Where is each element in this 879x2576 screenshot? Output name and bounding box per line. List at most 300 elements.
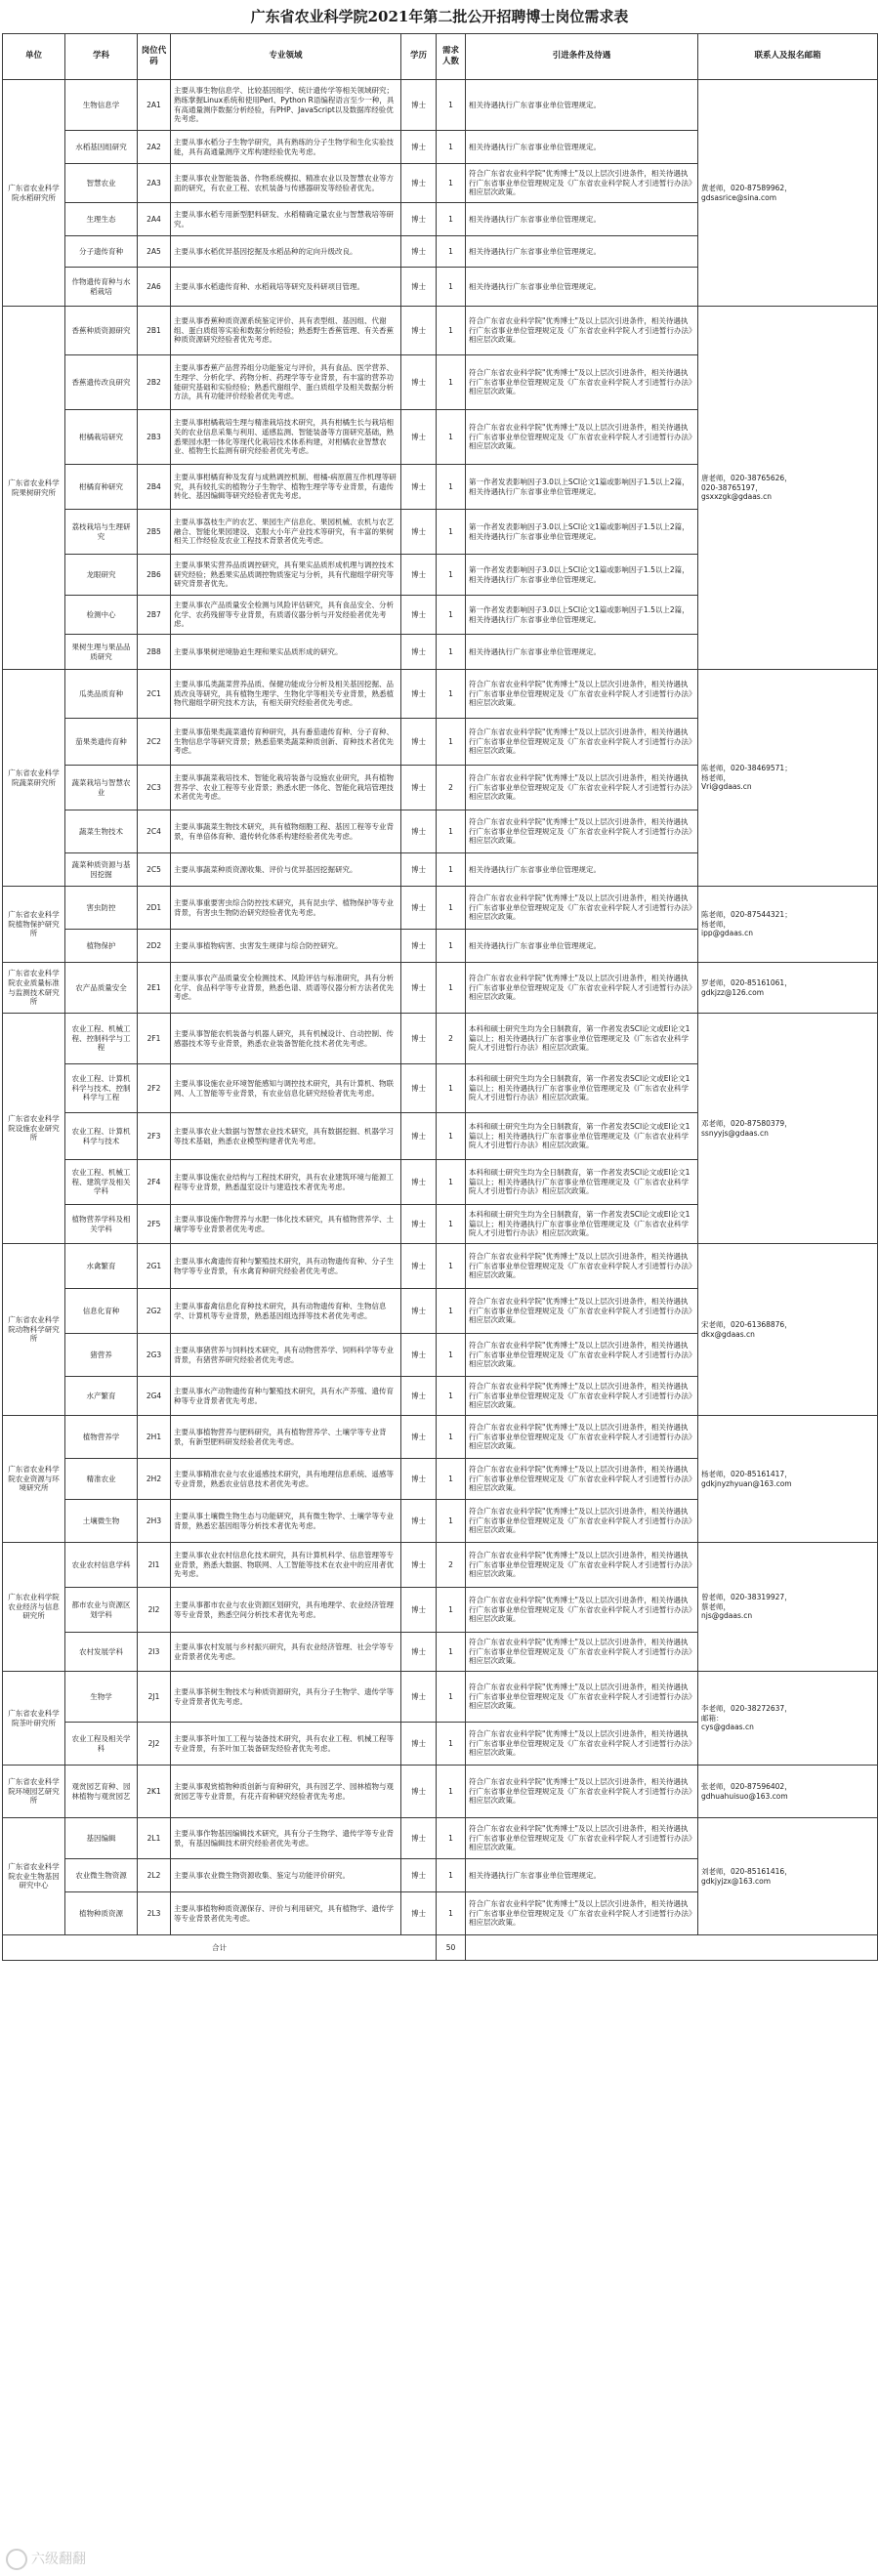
count-cell: 1	[437, 203, 466, 236]
subject-cell: 害虫防控	[65, 887, 138, 930]
unit-cell: 广东省农业科学院农业资源与环境研究所	[3, 1416, 65, 1543]
header-education: 学历	[401, 34, 437, 80]
education-cell: 博士	[401, 1818, 437, 1859]
field-cell: 主要从事农业大数据与智慧农业技术研究，具有数据挖掘、机器学习等技术基础，熟悉农业模型构建者优先考虑。	[171, 1113, 401, 1160]
code-cell: 2C5	[138, 853, 171, 887]
count-cell: 1	[437, 1416, 466, 1459]
count-cell: 1	[437, 887, 466, 930]
header-conditions: 引进条件及待遇	[466, 34, 698, 80]
field-cell: 主要从事设施农业结构与工程技术研究，具有农业建筑环境与能源工程等专业背景，熟悉温室设计与建造技术者优先考虑。	[171, 1160, 401, 1205]
header-count: 需求人数	[437, 34, 466, 80]
code-cell: 2D1	[138, 887, 171, 930]
subject-cell: 生物学	[65, 1672, 138, 1723]
subject-cell: 果树生理与果品品质研究	[65, 635, 138, 670]
code-cell: 2B1	[138, 307, 171, 355]
subject-cell: 信息化育种	[65, 1289, 138, 1334]
count-cell: 2	[437, 766, 466, 810]
code-cell: 2F4	[138, 1160, 171, 1205]
conditions-cell: 符合广东省农业科学院"优秀博士"及以上层次引进条件，相关待遇执行广东省事业单位管理规定及《广东省农业科学院人才引进暂行办法》相应层次政策。	[466, 307, 698, 355]
unit-cell: 广东省农业科学院蔬菜研究所	[3, 670, 65, 887]
conditions-cell: 符合广东省农业科学院"优秀博士"及以上层次引进条件，相关待遇执行广东省事业单位管理规定及《广东省农业科学院人才引进暂行办法》相应层次政策。	[466, 963, 698, 1014]
subject-cell: 精准农业	[65, 1459, 138, 1500]
conditions-cell: 本科和硕士研究生均为全日制教育，第一作者发表SCI论文或EI论文1篇以上；相关待遇执行广东省事业单位管理规定及《广东省农业科学院人才引进暂行办法》相应层次政策。	[466, 1014, 698, 1064]
code-cell: 2D2	[138, 930, 171, 963]
subject-cell: 猪营养	[65, 1334, 138, 1377]
education-cell: 博士	[401, 1723, 437, 1766]
education-cell: 博士	[401, 1113, 437, 1160]
code-cell: 2C4	[138, 810, 171, 853]
count-cell: 1	[437, 1205, 466, 1244]
code-cell: 2C3	[138, 766, 171, 810]
table-row	[3, 963, 878, 1014]
count-cell: 1	[437, 810, 466, 853]
education-cell: 博士	[401, 635, 437, 670]
table-footer	[3, 1935, 878, 1961]
code-cell: 2H1	[138, 1416, 171, 1459]
subject-cell: 土壤微生物	[65, 1500, 138, 1543]
unit-cell: 广东省农业科学院水稻研究所	[3, 80, 65, 307]
subject-cell: 龙眼研究	[65, 555, 138, 596]
conditions-cell: 符合广东省农业科学院"优秀博士"及以上层次引进条件，相关待遇执行广东省事业单位管理规定及《广东省农业科学院人才引进暂行办法》相应层次政策。	[466, 1244, 698, 1289]
conditions-cell: 符合广东省农业科学院"优秀博士"及以上层次引进条件，相关待遇执行广东省事业单位管理规定及《广东省农业科学院人才引进暂行办法》相应层次政策。	[466, 1459, 698, 1500]
unit-cell: 广东农业科学院农业经济与信息研究所	[3, 1543, 65, 1672]
field-cell: 主要从事蔬菜生物技术研究，具有植物细胞工程、基因工程等专业背景，有单倍体育种、遗传转化体系构建经验者优先考虑。	[171, 810, 401, 853]
education-cell: 博士	[401, 1416, 437, 1459]
conditions-cell: 相关待遇执行广东省事业单位管理规定。	[466, 930, 698, 963]
count-cell: 1	[437, 164, 466, 203]
field-cell: 主要从事设施作物营养与水肥一体化技术研究，具有植物营养学、土壤学等专业背景者优先考虑。	[171, 1205, 401, 1244]
field-cell: 主要从事重要害虫综合防控技术研究，具有昆虫学、植物保护等专业背景，有害虫生物防治研究经验者优先考虑。	[171, 887, 401, 930]
conditions-cell: 符合广东省农业科学院"优秀博士"及以上层次引进条件，相关待遇执行广东省事业单位管理规定及《广东省农业科学院人才引进暂行办法》相应层次政策。	[466, 1723, 698, 1766]
subject-cell: 水禽繁育	[65, 1244, 138, 1289]
field-cell: 主要从事猪营养与饲料技术研究，具有动物营养学、饲料科学等专业背景，有猪营养研究经验者优先考虑。	[171, 1334, 401, 1377]
education-cell: 博士	[401, 465, 437, 510]
conditions-cell: 本科和硕士研究生均为全日制教育，第一作者发表SCI论文或EI论文1篇以上；相关待遇执行广东省事业单位管理规定及《广东省农业科学院人才引进暂行办法》相应层次政策。	[466, 1205, 698, 1244]
table-row	[3, 670, 878, 719]
subject-cell: 水稻基因组研究	[65, 131, 138, 164]
count-cell: 2	[437, 1014, 466, 1064]
education-cell: 博士	[401, 1859, 437, 1892]
education-cell: 博士	[401, 1588, 437, 1633]
code-cell: 2G4	[138, 1377, 171, 1416]
count-cell: 1	[437, 1244, 466, 1289]
subject-cell: 农业农村信息学科	[65, 1543, 138, 1588]
count-cell: 1	[437, 268, 466, 307]
subject-cell: 植物营养学	[65, 1416, 138, 1459]
field-cell: 主要从事果树逆境胁迫生理和果实品质形成的研究。	[171, 635, 401, 670]
field-cell: 主要从事水稻优异基因挖掘及水稻品种的定向升级改良。	[171, 236, 401, 268]
conditions-cell: 符合广东省农业科学院"优秀博士"及以上层次引进条件，相关待遇执行广东省事业单位管理规定及《广东省农业科学院人才引进暂行办法》相应层次政策。	[466, 164, 698, 203]
table-row	[3, 1766, 878, 1818]
education-cell: 博士	[401, 131, 437, 164]
unit-cell: 广东省农业科学院农业质量标准与监测技术研究所	[3, 963, 65, 1014]
code-cell: 2B4	[138, 465, 171, 510]
code-cell: 2L2	[138, 1859, 171, 1892]
field-cell: 主要从事生物信息学、比较基因组学、统计遗传学等相关领域研究；熟练掌握Linux系统和使用Perl、Python R语编程语言至少一种，具有高通量测序数据分析经验，有PHP、JavaScript以及数据库经验优先考虑。	[171, 80, 401, 131]
education-cell: 博士	[401, 307, 437, 355]
conditions-cell: 第一作者发表影响因子3.0以上SCI论文1篇或影响因子1.5以上2篇，相关待遇执行广东省事业单位管理规定。	[466, 510, 698, 555]
code-cell: 2H3	[138, 1500, 171, 1543]
code-cell: 2B7	[138, 596, 171, 635]
count-cell: 1	[437, 1113, 466, 1160]
table-row	[3, 1543, 878, 1588]
unit-cell: 广东省农业科学院植物保护研究所	[3, 887, 65, 963]
count-cell: 1	[437, 1859, 466, 1892]
count-cell: 1	[437, 1064, 466, 1113]
education-cell: 博士	[401, 164, 437, 203]
count-cell: 1	[437, 1672, 466, 1723]
code-cell: 2G1	[138, 1244, 171, 1289]
field-cell: 主要从事农业农村信息化技术研究，具有计算机科学、信息管理等专业背景，熟悉大数据、物联网、人工智能等技术在农业中的应用者优先考虑。	[171, 1543, 401, 1588]
code-cell: 2J2	[138, 1723, 171, 1766]
conditions-cell: 相关待遇执行广东省事业单位管理规定。	[466, 236, 698, 268]
field-cell: 主要从事土壤微生物生态与功能研究，具有微生物学、土壤学等专业背景，熟悉宏基因组等分析技术者优先考虑。	[171, 1500, 401, 1543]
header-row	[3, 34, 878, 80]
conditions-cell: 符合广东省农业科学院"优秀博士"及以上层次引进条件，相关待遇执行广东省事业单位管理规定及《广东省农业科学院人才引进暂行办法》相应层次政策。	[466, 410, 698, 465]
education-cell: 博士	[401, 268, 437, 307]
code-cell: 2G2	[138, 1289, 171, 1334]
education-cell: 博士	[401, 719, 437, 766]
subject-cell: 观赏园艺育种、园林植物与观赏园艺	[65, 1766, 138, 1818]
conditions-cell: 符合广东省农业科学院"优秀博士"及以上层次引进条件，相关待遇执行广东省事业单位管理规定及《广东省农业科学院人才引进暂行办法》相应层次政策。	[466, 1588, 698, 1633]
field-cell: 主要从事茶叶加工工程与装备技术研究，具有农业工程、机械工程等专业背景，有茶叶加工装备研发经验者优先考虑。	[171, 1723, 401, 1766]
count-cell: 1	[437, 635, 466, 670]
code-cell: 2F2	[138, 1064, 171, 1113]
field-cell: 主要从事智能农机装备与机器人研究，具有机械设计、自动控制、传感器技术等专业背景，熟悉农业装备智能化技术者优先考虑。	[171, 1014, 401, 1064]
field-cell: 主要从事茶树生物技术与种质资源研究，具有分子生物学、遗传学等专业背景者优先考虑。	[171, 1672, 401, 1723]
contact-cell: 罗老师，020-85161061， gdkjzz@126.com	[698, 963, 878, 1014]
field-cell: 主要从事蔬菜栽培技术、智能化栽培装备与设施农业研究，具有植物营养学、农业工程等专业背景；熟悉水肥一体化、智能化栽培管理技术者优先考虑。	[171, 766, 401, 810]
education-cell: 博士	[401, 203, 437, 236]
count-cell: 1	[437, 930, 466, 963]
education-cell: 博士	[401, 1205, 437, 1244]
table-row	[3, 1014, 878, 1064]
conditions-cell: 符合广东省农业科学院"优秀博士"及以上层次引进条件，相关待遇执行广东省事业单位管理规定及《广东省农业科学院人才引进暂行办法》相应层次政策。	[466, 670, 698, 719]
count-cell: 1	[437, 80, 466, 131]
conditions-cell: 相关待遇执行广东省事业单位管理规定。	[466, 80, 698, 131]
subject-cell: 农产品质量安全	[65, 963, 138, 1014]
contact-cell: 刘老师，020-85161416， gdkjyjzx@163.com	[698, 1818, 878, 1935]
education-cell: 博士	[401, 930, 437, 963]
conditions-cell: 符合广东省农业科学院"优秀博士"及以上层次引进条件，相关待遇执行广东省事业单位管理规定及《广东省农业科学院人才引进暂行办法》相应层次政策。	[466, 1289, 698, 1334]
code-cell: 2L1	[138, 1818, 171, 1859]
count-cell: 1	[437, 1892, 466, 1935]
subject-cell: 生物信息学	[65, 80, 138, 131]
conditions-cell: 第一作者发表影响因子3.0以上SCI论文1篇或影响因子1.5以上2篇，相关待遇执行广东省事业单位管理规定。	[466, 596, 698, 635]
table-row	[3, 1416, 878, 1459]
conditions-cell: 符合广东省农业科学院"优秀博士"及以上层次引进条件，相关待遇执行广东省事业单位管理规定及《广东省农业科学院人才引进暂行办法》相应层次政策。	[466, 1334, 698, 1377]
education-cell: 博士	[401, 1160, 437, 1205]
code-cell: 2A6	[138, 268, 171, 307]
code-cell: 2A5	[138, 236, 171, 268]
code-cell: 2F1	[138, 1014, 171, 1064]
code-cell: 2C2	[138, 719, 171, 766]
education-cell: 博士	[401, 596, 437, 635]
table-header	[3, 34, 878, 80]
conditions-cell: 符合广东省农业科学院"优秀博士"及以上层次引进条件，相关待遇执行广东省事业单位管理规定及《广东省农业科学院人才引进暂行办法》相应层次政策。	[466, 1892, 698, 1935]
table-row	[3, 1244, 878, 1289]
contact-cell: 陈老师，020-38469571； 杨老师， Vri@gdaas.cn	[698, 670, 878, 887]
field-cell: 主要从事植物营养与肥料研究，具有植物营养学、土壤学等专业背景，有新型肥料研发经验者优先考虑。	[171, 1416, 401, 1459]
code-cell: 2C1	[138, 670, 171, 719]
count-cell: 1	[437, 1459, 466, 1500]
conditions-cell: 本科和硕士研究生均为全日制教育，第一作者发表SCI论文或EI论文1篇以上；相关待遇执行广东省事业单位管理规定及《广东省农业科学院人才引进暂行办法》相应层次政策。	[466, 1113, 698, 1160]
subject-cell: 植物种质资源	[65, 1892, 138, 1935]
table-row	[3, 1672, 878, 1723]
conditions-cell: 相关待遇执行广东省事业单位管理规定。	[466, 635, 698, 670]
conditions-cell: 相关待遇执行广东省事业单位管理规定。	[466, 853, 698, 887]
unit-cell: 广东省农业科学院环境园艺研究所	[3, 1766, 65, 1818]
field-cell: 主要从事水稻遗传育种、水稻栽培等研究及科研项目管理。	[171, 268, 401, 307]
count-cell: 1	[437, 596, 466, 635]
count-cell: 1	[437, 355, 466, 410]
code-cell: 2B3	[138, 410, 171, 465]
field-cell: 主要从事农业微生物资源收集、鉴定与功能评价研究。	[171, 1859, 401, 1892]
field-cell: 主要从事农村发展与乡村振兴研究，具有农业经济管理、社会学等专业背景者优先考虑。	[171, 1633, 401, 1672]
education-cell: 博士	[401, 1892, 437, 1935]
code-cell: 2B6	[138, 555, 171, 596]
conditions-cell: 符合广东省农业科学院"优秀博士"及以上层次引进条件，相关待遇执行广东省事业单位管理规定及《广东省农业科学院人才引进暂行办法》相应层次政策。	[466, 1766, 698, 1818]
code-cell: 2B2	[138, 355, 171, 410]
count-cell: 1	[437, 465, 466, 510]
code-cell: 2F5	[138, 1205, 171, 1244]
code-cell: 2A1	[138, 80, 171, 131]
education-cell: 博士	[401, 355, 437, 410]
subject-cell: 柑橘育种研究	[65, 465, 138, 510]
code-cell: 2G3	[138, 1334, 171, 1377]
total-count: 50	[437, 1935, 466, 1961]
subject-cell: 蔬菜栽培与智慧农业	[65, 766, 138, 810]
subject-cell: 智慧农业	[65, 164, 138, 203]
education-cell: 博士	[401, 963, 437, 1014]
unit-cell: 广东省农业科学院农业生物基因研究中心	[3, 1818, 65, 1935]
education-cell: 博士	[401, 1244, 437, 1289]
field-cell: 主要从事柑橘育种及发育与成熟调控机制、柑橘-病原菌互作机理等研究，具有较扎实的植物分子生物学、植物生理学等专业背景，有遗传转化、基因编辑等研究经验者优先考虑。	[171, 465, 401, 510]
table-row	[3, 1818, 878, 1859]
field-cell: 主要从事水稻专用新型肥料研发、水稻精确定量农业与智慧栽培等研究。	[171, 203, 401, 236]
conditions-cell: 符合广东省农业科学院"优秀博士"及以上层次引进条件，相关待遇执行广东省事业单位管理规定及《广东省农业科学院人才引进暂行办法》相应层次政策。	[466, 1818, 698, 1859]
code-cell: 2J1	[138, 1672, 171, 1723]
education-cell: 博士	[401, 510, 437, 555]
education-cell: 博士	[401, 410, 437, 465]
subject-cell: 农业工程、计算机科学与技术	[65, 1113, 138, 1160]
field-cell: 主要从事茄果类蔬菜遗传育种研究，具有番茄遗传育种、分子育种、生物信息学等研究背景；熟悉茄果类蔬菜种质创新、育种技术者优先考虑。	[171, 719, 401, 766]
field-cell: 主要从事荔枝生产的农艺、果园生产信息化、果园机械、农机与农艺融合、智能化果园建设、克服大小年产业技术等研究，有丰富的果树相关工作经验及农业工程技术背景者优先考虑。	[171, 510, 401, 555]
code-cell: 2I2	[138, 1588, 171, 1633]
subject-cell: 基因编辑	[65, 1818, 138, 1859]
education-cell: 博士	[401, 887, 437, 930]
subject-cell: 农业工程、机械工程、建筑学及相关学科	[65, 1160, 138, 1205]
recruitment-table	[2, 33, 878, 1961]
field-cell: 主要从事果实营养品质调控研究，具有果实品质形成机理与调控技术研究经验；熟悉果实品质调控物质鉴定与分析，具有代谢组学研究等研究背景者优先。	[171, 555, 401, 596]
table-row	[3, 307, 878, 355]
conditions-cell: 相关待遇执行广东省事业单位管理规定。	[466, 203, 698, 236]
total-label: 合计	[3, 1935, 437, 1961]
contact-cell: 李老师，020-38272637， 邮箱： cys@gdaas.cn	[698, 1672, 878, 1766]
count-cell: 1	[437, 963, 466, 1014]
watermark	[6, 2549, 86, 2570]
subject-cell: 农业工程、机械工程、控制科学与工程	[65, 1014, 138, 1064]
field-cell: 主要从事都市农业与农业资源区划研究，具有地理学、农业经济管理等专业背景，熟悉空间分析技术者优先考虑。	[171, 1588, 401, 1633]
subject-cell: 茄果类遗传育种	[65, 719, 138, 766]
subject-cell: 分子遗传育种	[65, 236, 138, 268]
count-cell: 1	[437, 853, 466, 887]
count-cell: 1	[437, 131, 466, 164]
code-cell: 2I3	[138, 1633, 171, 1672]
education-cell: 博士	[401, 1459, 437, 1500]
subject-cell: 蔬菜种质资源与基因挖掘	[65, 853, 138, 887]
field-cell: 主要从事作物基因编辑技术研究，具有分子生物学、遗传学等专业背景，有基因编辑技术研究经验者优先考虑。	[171, 1818, 401, 1859]
subject-cell: 香蕉种质资源研究	[65, 307, 138, 355]
contact-cell: 曾老师，020-38319927， 蔡老师， njs@gdaas.cn	[698, 1543, 878, 1672]
education-cell: 博士	[401, 810, 437, 853]
subject-cell: 水产繁育	[65, 1377, 138, 1416]
count-cell: 1	[437, 410, 466, 465]
field-cell: 主要从事瓜类蔬菜营养品质、保健功能成分分析及相关基因挖掘、品质改良等研究，具有植物生理学、生物化学等相关专业背景，熟悉植物代谢组学研究技术方法，有相关研究经验者优先考虑。	[171, 670, 401, 719]
count-cell: 1	[437, 1588, 466, 1633]
conditions-cell: 相关待遇执行广东省事业单位管理规定。	[466, 131, 698, 164]
code-cell: 2I1	[138, 1543, 171, 1588]
subject-cell: 农村发展学科	[65, 1633, 138, 1672]
conditions-cell: 符合广东省农业科学院"优秀博士"及以上层次引进条件，相关待遇执行广东省事业单位管理规定及《广东省农业科学院人才引进暂行办法》相应层次政策。	[466, 1416, 698, 1459]
count-cell: 1	[437, 1377, 466, 1416]
watermark-logo-icon	[6, 2549, 27, 2570]
contact-cell: 宋老师，020-61368876， dkx@gdaas.cn	[698, 1244, 878, 1416]
education-cell: 博士	[401, 80, 437, 131]
field-cell: 主要从事水禽遗传育种与繁殖技术研究，具有动物遗传育种、分子生物学等专业背景，有水禽育种研究经验者优先考虑。	[171, 1244, 401, 1289]
header-subject: 学科	[65, 34, 138, 80]
education-cell: 博士	[401, 1672, 437, 1723]
code-cell: 2F3	[138, 1113, 171, 1160]
subject-cell: 植物营养学科及相关学科	[65, 1205, 138, 1244]
unit-cell: 广东省农业科学院果树研究所	[3, 307, 65, 670]
field-cell: 主要从事精准农业与农业遥感技术研究，具有地理信息系统、遥感等专业背景，熟悉农业信息技术者优先考虑。	[171, 1459, 401, 1500]
education-cell: 博士	[401, 1064, 437, 1113]
subject-cell: 检测中心	[65, 596, 138, 635]
field-cell: 主要从事水稻分子生物学研究，具有熟练的分子生物学和生化实验技能，具有高通量测序文库构建经验优先考虑。	[171, 131, 401, 164]
subject-cell: 蔬菜生物技术	[65, 810, 138, 853]
field-cell: 主要从事农产品质量安全检测与风险评估研究，具有食品安全、分析化学、农药残留等专业背景，有质谱仪器分析与开发经验者优先考虑。	[171, 596, 401, 635]
conditions-cell: 本科和硕士研究生均为全日制教育，第一作者发表SCI论文或EI论文1篇以上；相关待遇执行广东省事业单位管理规定及《广东省农业科学院人才引进暂行办法》相应层次政策。	[466, 1064, 698, 1113]
code-cell: 2L3	[138, 1892, 171, 1935]
header-code: 岗位代码	[138, 34, 171, 80]
education-cell: 博士	[401, 853, 437, 887]
unit-cell: 广东省农业科学院茶叶研究所	[3, 1672, 65, 1766]
subject-cell: 瓜类品质育种	[65, 670, 138, 719]
count-cell: 1	[437, 719, 466, 766]
count-cell: 2	[437, 1543, 466, 1588]
conditions-cell: 符合广东省农业科学院"优秀博士"及以上层次引进条件，相关待遇执行广东省事业单位管理规定及《广东省农业科学院人才引进暂行办法》相应层次政策。	[466, 1633, 698, 1672]
code-cell: 2H2	[138, 1459, 171, 1500]
count-cell: 1	[437, 1334, 466, 1377]
contact-cell: 唐老师，020-38765626， 020-38765197， gsxxzgk@gdaas.cn	[698, 307, 878, 670]
field-cell: 主要从事蔬菜种质资源收集、评价与优异基因挖掘研究。	[171, 853, 401, 887]
contact-cell: 陈老师，020-87544321； 杨老师， ipp@gdaas.cn	[698, 887, 878, 963]
subject-cell: 植物保护	[65, 930, 138, 963]
education-cell: 博士	[401, 766, 437, 810]
code-cell: 2E1	[138, 963, 171, 1014]
field-cell: 主要从事畜禽信息化育种技术研究，具有动物遗传育种、生物信息学、计算机等专业背景，熟悉基因组选择等技术者优先考虑。	[171, 1289, 401, 1334]
code-cell: 2A3	[138, 164, 171, 203]
header-field: 专业领域	[171, 34, 401, 80]
subject-cell: 农业微生物资源	[65, 1859, 138, 1892]
count-cell: 1	[437, 1766, 466, 1818]
education-cell: 博士	[401, 1014, 437, 1064]
unit-cell: 广东省农业科学院动物科学研究所	[3, 1244, 65, 1416]
education-cell: 博士	[401, 1543, 437, 1588]
conditions-cell: 符合广东省农业科学院"优秀博士"及以上层次引进条件，相关待遇执行广东省事业单位管理规定及《广东省农业科学院人才引进暂行办法》相应层次政策。	[466, 887, 698, 930]
field-cell: 主要从事香蕉种质资源系统鉴定评价、具有表型组、基因组、代谢组、蛋白质组等实验和数据分析经验；熟悉野生香蕉管理、有关香蕉种质资源研究经验者优先考虑。	[171, 307, 401, 355]
field-cell: 主要从事水产动物遗传育种与繁殖技术研究，具有水产养殖、遗传育种等专业背景者优先考虑。	[171, 1377, 401, 1416]
unit-cell: 广东省农业科学院设施农业研究所	[3, 1014, 65, 1244]
conditions-cell: 符合广东省农业科学院"优秀博士"及以上层次引进条件，相关待遇执行广东省事业单位管理规定及《广东省农业科学院人才引进暂行办法》相应层次政策。	[466, 355, 698, 410]
conditions-cell: 符合广东省农业科学院"优秀博士"及以上层次引进条件，相关待遇执行广东省事业单位管理规定及《广东省农业科学院人才引进暂行办法》相应层次政策。	[466, 766, 698, 810]
conditions-cell: 符合广东省农业科学院"优秀博士"及以上层次引进条件，相关待遇执行广东省事业单位管理规定及《广东省农业科学院人才引进暂行办法》相应层次政策。	[466, 719, 698, 766]
field-cell: 主要从事农产品质量安全检测技术、风险评估与标准研究，具有分析化学、食品科学等专业背景，熟悉色谱、质谱等仪器分析方法者优先考虑。	[171, 963, 401, 1014]
contact-cell: 黄老师，020-87589962， gdsasrice@sina.com	[698, 80, 878, 307]
count-cell: 1	[437, 1818, 466, 1859]
conditions-cell: 符合广东省农业科学院"优秀博士"及以上层次引进条件，相关待遇执行广东省事业单位管理规定及《广东省农业科学院人才引进暂行办法》相应层次政策。	[466, 1543, 698, 1588]
subject-cell: 香蕉遗传改良研究	[65, 355, 138, 410]
count-cell: 1	[437, 670, 466, 719]
conditions-cell: 本科和硕士研究生均为全日制教育，第一作者发表SCI论文或EI论文1篇以上；相关待遇执行广东省事业单位管理规定及《广东省农业科学院人才引进暂行办法》相应层次政策。	[466, 1160, 698, 1205]
conditions-cell: 符合广东省农业科学院"优秀博士"及以上层次引进条件，相关待遇执行广东省事业单位管理规定及《广东省农业科学院人才引进暂行办法》相应层次政策。	[466, 1672, 698, 1723]
field-cell: 主要从事植物病害、虫害发生规律与综合防控研究。	[171, 930, 401, 963]
total-row	[3, 1935, 878, 1961]
contact-cell: 杨老师，020-85161417， gdkjnyzhyuan@163.com	[698, 1416, 878, 1543]
field-cell: 主要从事柑橘栽培生理与精准栽培技术研究，具有柑橘生长与栽培相关的农业信息采集与利用、遥感监测、智能装备等方面研究基础，熟悉果园水肥一体化等现代化栽培技术体系构建，对柑橘农业智慧农业、植物生长监测有研究经验者优先考虑。	[171, 410, 401, 465]
conditions-cell: 符合广东省农业科学院"优秀博士"及以上层次引进条件，相关待遇执行广东省事业单位管理规定及《广东省农业科学院人才引进暂行办法》相应层次政策。	[466, 810, 698, 853]
education-cell: 博士	[401, 555, 437, 596]
subject-cell: 都市农业与资源区划学科	[65, 1588, 138, 1633]
conditions-cell: 第一作者发表影响因子3.0以上SCI论文1篇或影响因子1.5以上2篇，相关待遇执行广东省事业单位管理规定。	[466, 555, 698, 596]
code-cell: 2B5	[138, 510, 171, 555]
table-row	[3, 887, 878, 930]
education-cell: 博士	[401, 1289, 437, 1334]
total-filler	[466, 1935, 878, 1961]
count-cell: 1	[437, 307, 466, 355]
table-row	[3, 80, 878, 131]
education-cell: 博士	[401, 670, 437, 719]
subject-cell: 荔枝栽培与生理研究	[65, 510, 138, 555]
conditions-cell: 符合广东省农业科学院"优秀博士"及以上层次引进条件，相关待遇执行广东省事业单位管理规定及《广东省农业科学院人才引进暂行办法》相应层次政策。	[466, 1500, 698, 1543]
education-cell: 博士	[401, 1766, 437, 1818]
conditions-cell: 相关待遇执行广东省事业单位管理规定。	[466, 268, 698, 307]
count-cell: 1	[437, 236, 466, 268]
subject-cell: 农业工程及相关学科	[65, 1723, 138, 1766]
education-cell: 博士	[401, 1633, 437, 1672]
code-cell: 2B8	[138, 635, 171, 670]
count-cell: 1	[437, 1723, 466, 1766]
field-cell: 主要从事观赏植物种质创新与育种研究，具有园艺学、园林植物与观赏园艺等专业背景，有花卉育种研究经验者优先考虑。	[171, 1766, 401, 1818]
contact-cell: 张老师，020-87596402， gdhuahuisuo@163.com	[698, 1766, 878, 1818]
subject-cell: 作物遗传育种与水稻栽培	[65, 268, 138, 307]
header-contact: 联系人及报名邮箱	[698, 34, 878, 80]
field-cell: 主要从事农业智能装备、作物系统模拟、精准农业以及智慧农业等方面的研究，有农业工程、农机装备与传感器研发等经验者优先。	[171, 164, 401, 203]
education-cell: 博士	[401, 236, 437, 268]
count-cell: 1	[437, 1500, 466, 1543]
education-cell: 博士	[401, 1334, 437, 1377]
page-title: 广东省农业科学院2021年第二批公开招聘博士岗位需求表	[250, 8, 629, 25]
count-cell: 1	[437, 1289, 466, 1334]
subject-cell: 农业工程、计算机科学与技术、控制科学与工程	[65, 1064, 138, 1113]
table-body	[3, 80, 878, 1935]
conditions-cell: 第一作者发表影响因子3.0以上SCI论文1篇或影响因子1.5以上2篇，相关待遇执行广东省事业单位管理规定。	[466, 465, 698, 510]
code-cell: 2A4	[138, 203, 171, 236]
count-cell: 1	[437, 555, 466, 596]
count-cell: 1	[437, 1160, 466, 1205]
field-cell: 主要从事香蕉产品营养组分功能鉴定与评价，具有食品、医学营养、生理学、分析化学、药物分析、药理学等专业背景，有丰富的营养功能研究基础和实验经验；熟悉代谢组学、蛋白质组学及相关数据分析方法，具有功能评价经验者优先考虑。	[171, 355, 401, 410]
